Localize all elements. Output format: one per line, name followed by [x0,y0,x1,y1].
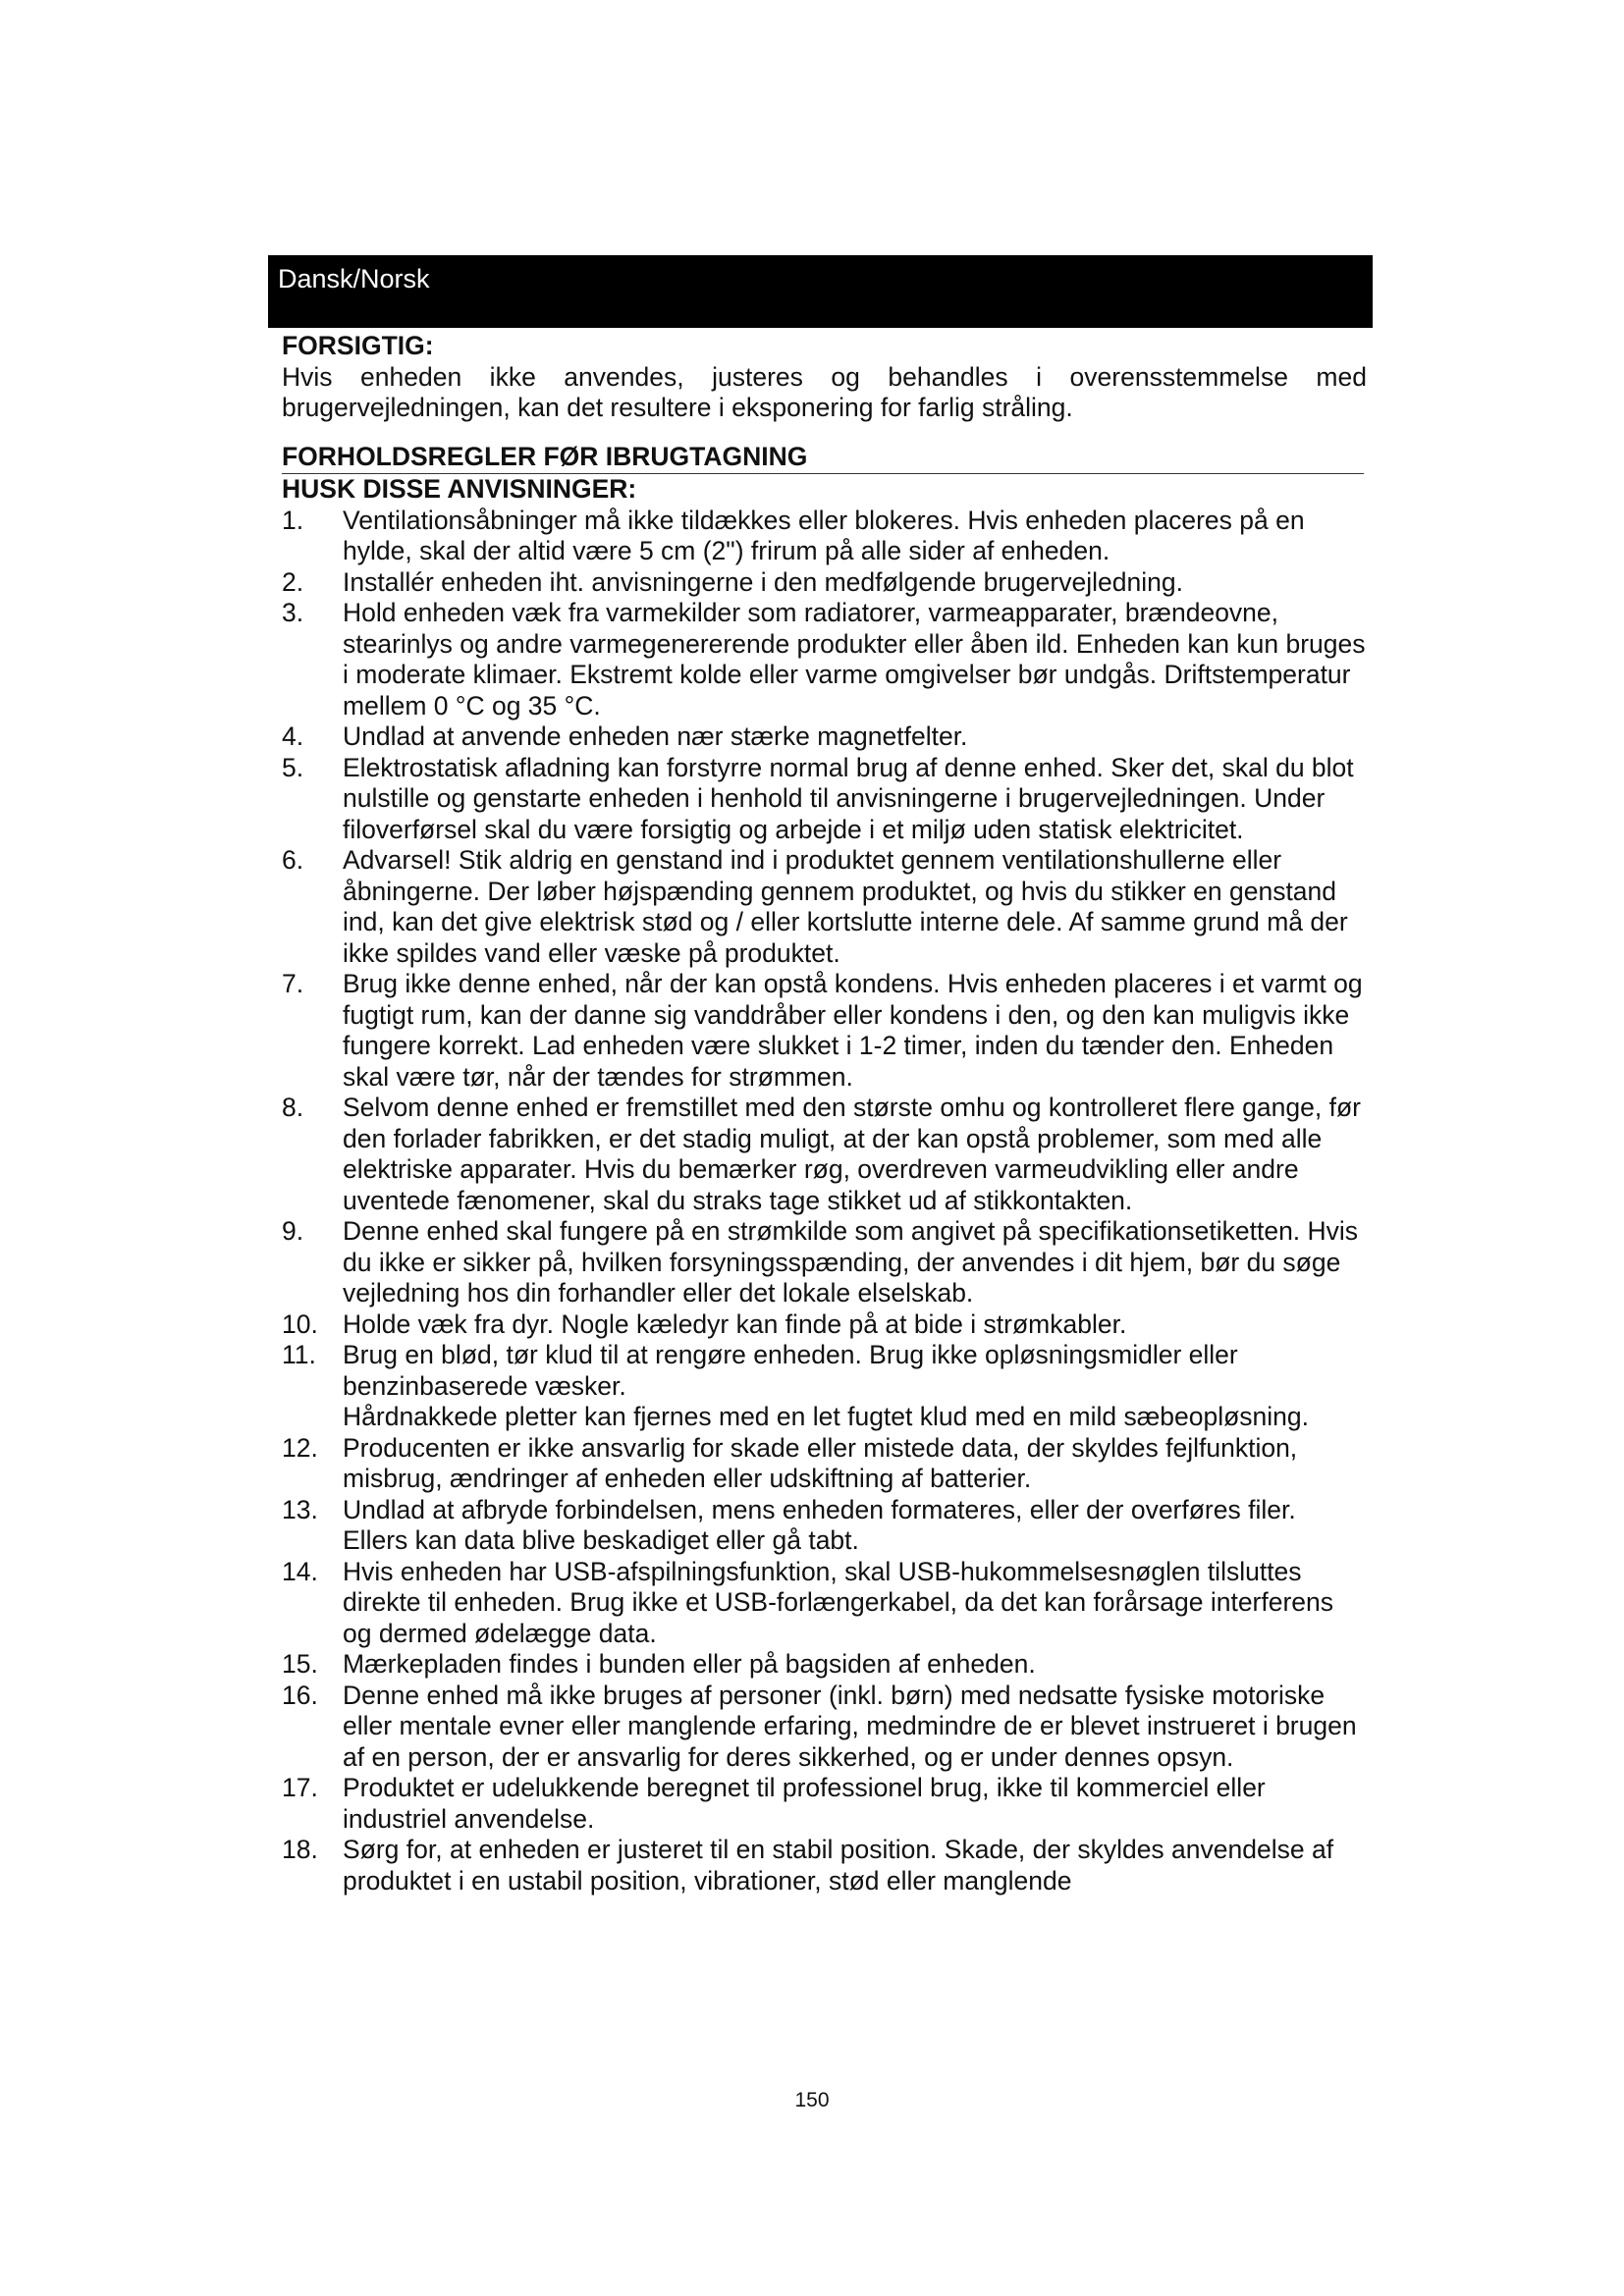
item-number: 1. [282,505,304,535]
list-item [282,721,1367,753]
item-number: 16. [282,1680,318,1710]
item-text: Brug en blød, tør klud til at rengøre enheden. Brug ikke opløsningsmidler eller benzinbaserede væsker. [343,1340,1238,1401]
item-text: Denne enhed skal fungere på en strømkilde som angivet på specifikationsetiketten. Hvis du ikke er sikker på, hvilken forsyningsspænding, der anvendes i dit hjem, bør du søge vejledning hos din forhandler eller det lokale elselskab. [343,1216,1359,1308]
list-item [282,1835,1367,1896]
list-item [282,845,1367,969]
list-item [282,1557,1367,1650]
item-text: Selvom denne enhed er fremstillet med den største omhu og kontrolleret flere gange, før den forlader fabrikken, er det stadig muligt, at der kan opstå problemer, som med alle elektriske apparater. Hvis du bemærker røg, overdreven varmeudvikling eller andre uventede fænomener, skal du straks tage stikket ud af stikkontakten. [343,1093,1361,1215]
caution-title: FORSIGTIG: [282,331,434,360]
item-number: 13. [282,1494,318,1524]
item-number: 3. [282,598,304,627]
page-number: 150 [794,2089,830,2111]
precautions-title: FORHOLDSREGLER FØR IBRUGTAGNING [282,442,1364,475]
precautions-list [282,506,1367,1897]
list-item [282,598,1367,721]
item-text: Producenten er ikke ansvarlig for skade eller mistede data, der skyldes fejlfunktion, misbrug, ændringer af enheden eller udskiftning af batterier. [343,1432,1298,1493]
item-number: 18. [282,1835,318,1864]
list-item [282,1649,1367,1681]
item-text: Mærkepladen findes i bunden eller på bagsiden af enheden. [343,1649,1036,1679]
item-text: Hold enheden væk fra varmekilder som radiatorer, varmeapparater, brændeovne, stearinlys og andre varmegenererende produkter eller åben ild. Enheden kan kun bruges i moderate klimaer. Ekstremt kolde eller varme omgivelser bør undgås. Driftstemperatur mellem 0 °C og 35 °C. [343,598,1366,721]
list-item [282,753,1367,846]
item-number: 7. [282,969,304,998]
item-number: 12. [282,1432,318,1463]
item-text-continued: Hårdnakkede pletter kan fjernes med en let fugtet klud med en mild sæbeopløsning. [343,1402,1309,1431]
item-number: 10. [282,1308,318,1339]
item-number: 9. [282,1216,304,1246]
item-text: Hvis enheden har USB-afspilningsfunktion, skal USB-hukommelsesnøglen tilsluttes direkte til enheden. Brug ikke et USB-forlængerkabel, da det kan forårsage interferens og dermed ødelægge data. [343,1556,1334,1648]
item-text: Brug ikke denne enhed, når der kan opstå kondens. Hvis enheden placeres i et varmt og fugtigt rum, kan der danne sig vanddråber eller kondens i den, og den kan muligvis ikke fungere korrekt. Lad enheden være slukket i 1-2 timer, inden du tænder den. Enheden skal være tør, når der tændes for strømmen. [343,969,1363,1092]
item-text: Installér enheden iht. anvisningerne i den medfølgende brugervejledning. [343,566,1183,597]
caution-text: Hvis enheden ikke anvendes, justeres og behandles i overensstemmelse med brugervejledningen, kan det resultere i eksponering for farlig stråling. [282,361,1367,422]
list-item [282,969,1367,1093]
item-number: 11. [282,1340,316,1369]
item-text: Undlad at afbryde forbindelsen, mens enheden formateres, eller der overføres filer. Ellers kan data blive beskadiget eller gå tabt. [343,1494,1296,1555]
item-number: 2. [282,566,304,597]
list-item [282,1681,1367,1774]
item-number: 15. [282,1649,318,1679]
item-text: Ventilationsåbninger må ikke tildækkes eller blokeres. Hvis enheden placeres på en hylde, skal der altid være 5 cm (2") frirum på alle sider af enheden. [343,505,1305,565]
item-text: Elektrostatisk afladning kan forstyrre normal brug af denne enhed. Sker det, skal du blot nulstille og genstarte enheden i henhold til anvisningerne i brugervejledningen. Under filoverførsel skal du være forsigtig og arbejde i et miljø uden statisk elektricitet. [343,752,1354,844]
item-number: 5. [282,752,304,782]
precautions-subtitle: HUSK DISSE ANVISNINGER: [282,474,637,504]
item-text: Produktet er udelukkende beregnet til professionel brug, ikke til kommerciel eller industriel anvendelse. [343,1773,1266,1834]
page-content [282,331,1367,1896]
item-text: Advarsel! Stik aldrig en genstand ind i produktet gennem ventilationshullerne eller åbningerne. Der løber højspænding gennem produktet, og hvis du stikker en genstand ind, kan det give elektrisk stød og / eller kortslutte interne dele. Af samme grund må der ikke spildes vand eller væske på produktet. [343,845,1348,968]
item-number: 17. [282,1773,318,1802]
list-item [282,1340,1367,1433]
item-text: Undlad at anvende enheden nær stærke magnetfelter. [343,721,968,751]
item-number: 6. [282,845,304,875]
list-item [282,506,1367,567]
list-item [282,1773,1367,1835]
list-item [282,1093,1367,1216]
language-label: Dansk/Norsk [278,264,430,294]
item-number: 8. [282,1093,304,1122]
list-item [282,1495,1367,1557]
list-item [282,1433,1367,1495]
list-item [282,567,1367,599]
item-number: 4. [282,721,304,751]
item-text: Holde væk fra dyr. Nogle kæledyr kan finde på at bide i strømkabler. [343,1308,1127,1339]
list-item [282,1309,1367,1341]
language-header-bar [268,255,1373,328]
item-text: Denne enhed må ikke bruges af personer (inkl. børn) med nedsatte fysiske motoriske eller mentale evner eller manglende erfaring, medmindre de er blevet instrueret i brugen af en person, der er ansvarlig for deres sikkerhed, og er under dennes opsyn. [343,1680,1357,1772]
item-text: Sørg for, at enheden er justeret til en stabil position. Skade, der skyldes anvendelse af produktet i en ustabil position, vibrationer, stød eller manglende [343,1835,1334,1896]
list-item [282,1216,1367,1309]
item-number: 14. [282,1556,318,1586]
